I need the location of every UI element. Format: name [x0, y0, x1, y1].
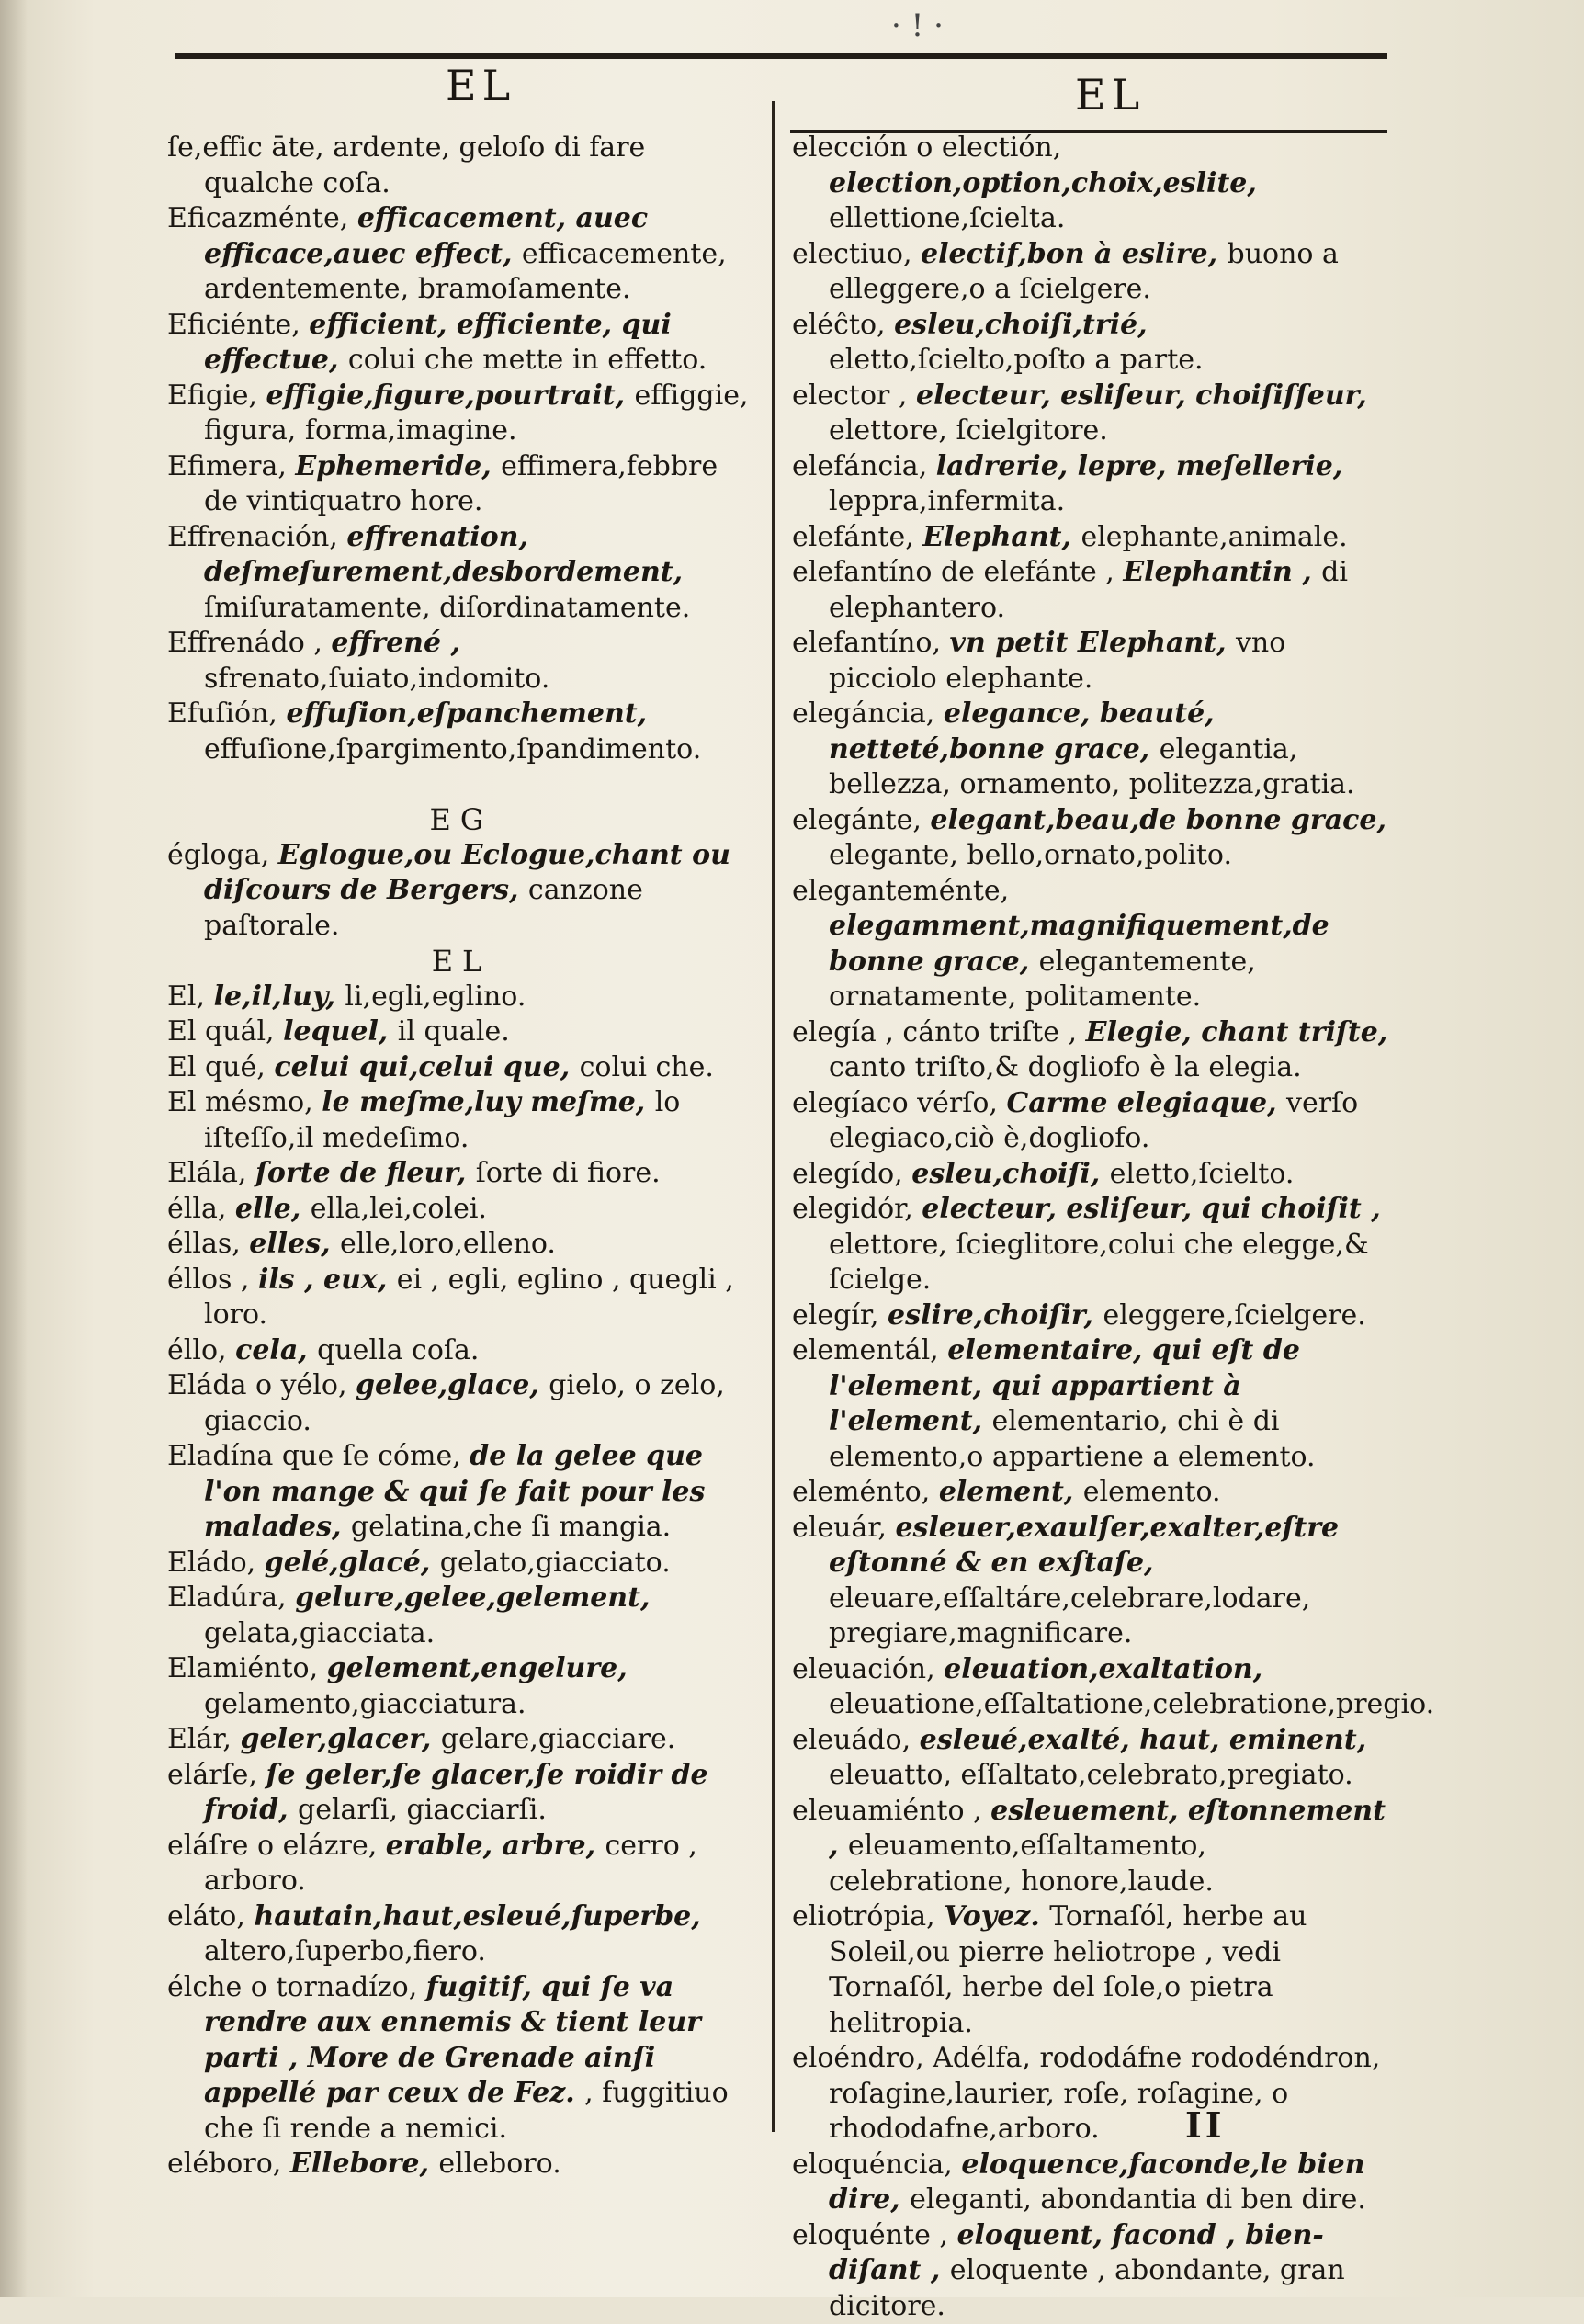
dictionary-entry: [167, 1333, 755, 1369]
entry-headword: elección o electión,: [792, 131, 1061, 164]
dictionary-entry: [167, 2147, 755, 2182]
dictionary-entry: [167, 1439, 755, 1546]
dictionary-entry: [792, 130, 1389, 237]
entry-italian: canzone paſtorale.: [204, 874, 643, 942]
running-head-left: EL: [446, 61, 515, 110]
entry-italian: buono a elleggere,o a ſcielgere.: [829, 238, 1339, 306]
dictionary-entry: [167, 1192, 755, 1228]
entry-headword: eleuádo,: [792, 1724, 920, 1756]
entry-headword: eloquéncia,: [792, 2148, 961, 2181]
dictionary-entry: [167, 1758, 755, 1829]
entry-italian: elephante,animale.: [1081, 521, 1347, 553]
entry-italian: , fuggitiuo che ſi rende a nemici.: [204, 2077, 729, 2145]
entry-italian: altero,ſuperbo,fiero.: [204, 1935, 486, 1967]
dictionary-entry: [167, 697, 755, 767]
entry-italian: vno picciolo elephante.: [829, 627, 1285, 695]
entry-headword: Efuſión,: [167, 697, 286, 730]
entry-french: lequel,: [283, 1015, 398, 1048]
entry-italian: gelatina,che ſi mangia.: [351, 1511, 671, 1543]
dictionary-entry: [167, 1156, 755, 1192]
dictionary-entry: [792, 1333, 1389, 1475]
entry-headword: elárſe,: [167, 1759, 266, 1791]
entry-french: le,il,luy,: [214, 981, 345, 1013]
entry-headword: Elamiénto,: [167, 1652, 327, 1684]
dictionary-entry: [792, 2041, 1389, 2148]
entry-french: eslire,choiſir,: [888, 1299, 1103, 1332]
dictionary-entry: [167, 1546, 755, 1581]
right-column: [792, 130, 1389, 2324]
entry-italian: gielo, o zelo, giaccio.: [204, 1369, 725, 1437]
entry-headword: eléĉto,: [792, 309, 894, 341]
entry-headword: Effrenación,: [167, 521, 346, 553]
entry-italian: eletto,ſcielto,poſto a parte.: [829, 344, 1204, 376]
entry-italian: elle,loro,elleno.: [340, 1228, 556, 1260]
entry-french: elles,: [249, 1228, 340, 1260]
entry-french: Elegie, chant triſte,: [1086, 1016, 1388, 1049]
entry-headword: élche o tornadízo,: [167, 1971, 426, 2003]
entry-italian: ſorte di fiore.: [476, 1157, 661, 1189]
entry-french: celui qui,celui que,: [274, 1051, 579, 1083]
entry-italian: eloquente , abondante, gran dicitore.: [829, 2254, 1345, 2322]
entry-french: Carme elegiaque,: [1006, 1087, 1286, 1119]
dictionary-entry: [167, 130, 755, 201]
entry-french: electif,bon à eslire,: [921, 238, 1227, 270]
entry-italian: eleggere,ſcielgere.: [1103, 1299, 1365, 1332]
entry-french: esleué,exalté, haut, eminent,: [920, 1724, 1367, 1756]
entry-french: eleuation,exaltation,: [944, 1653, 1262, 1685]
entry-headword: eliotrópia,: [792, 1900, 944, 1933]
entry-headword: eleganteménte,: [792, 875, 1009, 907]
section-spacer: [167, 767, 755, 802]
dictionary-entry: [792, 1157, 1389, 1193]
dictionary-entry: [167, 520, 755, 627]
entry-french: hautain,haut,esleué,ſuperbe,: [254, 1900, 700, 1933]
entry-headword: El,: [167, 981, 214, 1013]
entry-headword: eloquénte ,: [792, 2219, 956, 2251]
entry-headword: eleménto,: [792, 1476, 939, 1508]
entry-french: ladrerie, lepre, meſellerie,: [936, 450, 1343, 482]
entry-headword: elefánte,: [792, 521, 922, 553]
entry-french: Elephantin ,: [1123, 556, 1321, 588]
entry-french: Eglogue,ou Eclogue,chant ou diſcours de Bergers,: [204, 839, 730, 907]
dictionary-entry: [792, 1475, 1389, 1511]
running-head-right: EL: [1075, 70, 1145, 119]
entry-italian: cerro , arboro.: [204, 1830, 697, 1898]
entry-headword: elegír,: [792, 1299, 888, 1332]
entry-headword: El mésmo,: [167, 1086, 322, 1118]
entry-french: efficient, efficiente, qui effectue,: [204, 309, 672, 377]
entry-french: eloquent, facond , bien-diſant ,: [829, 2219, 1324, 2287]
entry-french: electeur, esliſeur, choiſiſſeur,: [916, 380, 1367, 412]
entry-french: gelement,engelure,: [327, 1652, 628, 1684]
dictionary-entry: [167, 1263, 755, 1333]
entry-italian: di elephantero.: [829, 556, 1348, 624]
entry-french: eloquence,faconde,le bien dire,: [829, 2148, 1365, 2216]
section-heading: EG: [167, 802, 755, 838]
entry-french: gelé,glacé,: [265, 1547, 440, 1579]
entry-italian: sfrenato,ſuiato,indomito.: [204, 663, 549, 695]
entry-italian: leppra,infermita.: [829, 485, 1065, 517]
entry-headword: eláſre o elázre,: [167, 1830, 386, 1862]
dictionary-entry: [167, 1829, 755, 1899]
entry-french: elegant,beau,de bonne grace,: [930, 804, 1386, 836]
dictionary-entry: [792, 1794, 1389, 1900]
entry-french: elegance, beauté, netteté,bonne grace,: [829, 697, 1215, 765]
entry-headword: Eficiénte,: [167, 309, 309, 341]
entry-italian: ei , egli, eglino , quegli , loro.: [204, 1264, 734, 1332]
catchword: II: [1185, 2104, 1226, 2146]
entry-italian: effiggie, figura, forma,imagine.: [204, 380, 749, 448]
dictionary-entry: [167, 1651, 755, 1722]
dictionary-entry: [167, 838, 755, 945]
entry-french: ils , eux,: [258, 1264, 397, 1296]
entry-headword: elegidór,: [792, 1193, 922, 1225]
entry-italian: efficacemente, ardentemente, bramoſamente.: [204, 238, 727, 306]
entry-headword: elegáncia,: [792, 697, 944, 730]
entry-italian: colui che.: [580, 1051, 714, 1083]
entry-headword: elegíaco vérſo,: [792, 1087, 1006, 1119]
entry-french: Voyez.: [944, 1900, 1049, 1933]
entry-headword: Eladúra,: [167, 1581, 295, 1614]
entry-italian: il quale.: [398, 1015, 510, 1048]
entry-italian: eleuatto, eſſaltato,celebrato,pregiato.: [829, 1759, 1353, 1791]
dictionary-entry: [792, 1086, 1389, 1157]
left-column: [167, 130, 755, 2182]
entry-headword: eláto,: [167, 1900, 254, 1933]
entry-headword: El quál,: [167, 1015, 283, 1048]
dictionary-entry: [167, 1368, 755, 1439]
entry-headword: Eficazménte,: [167, 202, 357, 234]
entry-italian: ellettione,ſcielta.: [829, 202, 1065, 234]
dictionary-entry: [167, 1581, 755, 1651]
entry-italian: elettore, ſcieglitore,colui che elegge,& ſcielge.: [829, 1229, 1369, 1297]
dictionary-entry: [792, 697, 1389, 803]
entry-italian: quella coſa.: [317, 1334, 479, 1366]
entry-italian: colui che mette in effetto.: [348, 344, 707, 376]
entry-headword: elementál,: [792, 1334, 947, 1366]
entry-italian: effimera,febbre de vintiquatro hore.: [204, 450, 718, 518]
entry-french: Elephant,: [922, 521, 1081, 553]
entry-headword: Elála,: [167, 1157, 255, 1189]
dictionary-entry: [792, 1723, 1389, 1794]
entry-headword: eléboro,: [167, 2148, 290, 2180]
entry-headword: Efimera,: [167, 450, 295, 482]
dictionary-entry: [792, 555, 1389, 626]
dictionary-entry: [167, 1899, 755, 1970]
entry-headword: El qué,: [167, 1051, 274, 1083]
dictionary-entry: [792, 449, 1389, 520]
entry-headword: éllas,: [167, 1228, 249, 1260]
entry-french: election,option,choix,eslite,: [829, 167, 1257, 199]
dictionary-entry: [167, 308, 755, 379]
entry-french: fugitif, qui ſe va rendre aux ennemis & tient leur parti , More de Grenade ainſi appellé par ceux de Fez.: [204, 1971, 701, 2110]
entry-french: esleuer,exaulſer,exalter,eſtre eſtonné & en exſtaſe,: [829, 1512, 1339, 1580]
entry-italian: elettore, ſcielgitore.: [829, 414, 1108, 447]
entry-italian: Adélfa, rododáfne rododéndron, roſagine,laurier, roſe, roſagine, o rhododafne,arboro.: [829, 2042, 1380, 2145]
entry-italian: canto triſto,& dogliofo è la elegia.: [829, 1051, 1302, 1083]
entry-italian: gelarſi, giacciarſi.: [298, 1794, 547, 1826]
dictionary-entry: [792, 520, 1389, 556]
entry-italian: effuſione,ſpargimento,ſpandimento.: [204, 733, 701, 765]
entry-french: ſe geler,ſe glacer,ſe roidir de froid,: [204, 1759, 708, 1827]
entry-french: vn petit Elephant,: [950, 627, 1236, 659]
signature-mark: · ! ·: [891, 7, 944, 44]
entry-headword: égloga,: [167, 839, 278, 871]
entry-italian: eleganti, abondantia di ben dire.: [910, 2183, 1366, 2216]
dictionary-entry: [792, 1192, 1389, 1298]
entry-headword: elegía , cánto triſte ,: [792, 1016, 1086, 1049]
dictionary-entry: [792, 237, 1389, 308]
dictionary-entry: [167, 1722, 755, 1758]
entry-french: esleu,choiſi,trié,: [894, 309, 1148, 341]
page-left-edge-shadow: [0, 0, 28, 2297]
entry-french: ſorte de fleur,: [255, 1157, 476, 1189]
entry-french: elementaire, qui eſt de l'element, qui appartient à l'element,: [829, 1334, 1300, 1437]
entry-headword: Eláda o yélo,: [167, 1369, 356, 1401]
entry-french: Ellebore,: [290, 2148, 439, 2180]
entry-french: geler,glacer,: [241, 1723, 441, 1755]
entry-italian: gelata,giacciata.: [204, 1617, 435, 1649]
dictionary-entry: [792, 1298, 1389, 1334]
entry-headword: Efigie,: [167, 380, 266, 412]
entry-italian: eleuatione,eſſaltatione,celebratione,pregio.: [829, 1688, 1434, 1720]
dictionary-entry: [167, 1085, 755, 1156]
entry-headword: eleuamiénto ,: [792, 1795, 990, 1827]
entry-french: gelee,glace,: [356, 1369, 549, 1401]
entry-italian: gelato,giacciato.: [440, 1547, 671, 1579]
entry-italian: verſo elegiaco,ciò è,dogliofo.: [829, 1087, 1358, 1155]
entry-italian: gelare,giacciare.: [441, 1723, 675, 1755]
entry-italian: Tornaſól, herbe au Soleil,ou pierre heliotrope , vedi Tornaſól, herbe del ſole,o pietra helitropia.: [829, 1900, 1307, 2039]
entry-french: effigie,figure,pourtrait,: [266, 380, 635, 412]
dictionary-entry: [167, 626, 755, 697]
entry-french: esleu,choiſi,: [911, 1158, 1109, 1190]
entry-headword: elector ,: [792, 380, 916, 412]
dictionary-entry: [167, 201, 755, 308]
entry-italian: li,egli,eglino.: [345, 981, 526, 1013]
entry-headword: Eladína que ſe cóme,: [167, 1440, 470, 1472]
entry-italian: ſmiſuratamente, diſordinatamente.: [204, 592, 690, 624]
entry-french: Ephemeride,: [295, 450, 501, 482]
entry-french: effuſion,eſpanchement,: [286, 697, 647, 730]
dictionary-entry: [792, 626, 1389, 697]
dictionary-entry: [792, 874, 1389, 1015]
entry-italian: elemento.: [1083, 1476, 1221, 1508]
dictionary-entry: [792, 379, 1389, 449]
entry-french: element,: [939, 1476, 1083, 1508]
entry-french: cela,: [235, 1334, 317, 1366]
entry-italian: ella,lei,colei.: [311, 1193, 487, 1225]
entry-headword: elefáncia,: [792, 450, 936, 482]
dictionary-entry: [167, 1227, 755, 1263]
dictionary-entry: [167, 1050, 755, 1086]
entry-italian: elementario, chi è di elemento,o appartiene a elemento.: [829, 1405, 1316, 1473]
dictionary-entry: [792, 1899, 1389, 2041]
dictionary-entry: [792, 1511, 1389, 1652]
entry-italian: elegantia, bellezza, ornamento, politezza,gratia.: [829, 733, 1355, 801]
entry-headword: elefantíno de elefánte ,: [792, 556, 1123, 588]
entry-italian: eleuare,eſſaltáre,celebrare,lodare, pregiare,magnificare.: [829, 1582, 1310, 1650]
entry-french: elegamment,magnifiquement,de bonne grace,: [829, 910, 1329, 978]
entry-headword: elegído,: [792, 1158, 911, 1190]
entry-french: le meſme,luy meſme,: [322, 1086, 654, 1118]
entry-headword: éllos ,: [167, 1264, 258, 1296]
dictionary-entry: [167, 980, 755, 1015]
entry-italian: eleuamento,eſſaltamento, celebratione, honore,laude.: [829, 1830, 1214, 1898]
dictionary-entry: [167, 1970, 755, 2148]
entry-french: gelure,gelee,gelement,: [295, 1581, 650, 1614]
entry-headword: Effrenádo ,: [167, 627, 331, 659]
entry-french: effrené ,: [331, 627, 460, 659]
entry-headword: Elár,: [167, 1723, 241, 1755]
top-rule: [175, 53, 1387, 59]
entry-italian: lo iſteſſo,il medeſimo.: [204, 1086, 680, 1154]
entry-headword: éllo,: [167, 1334, 235, 1366]
entry-italian: elegante, bello,ornato,polito.: [829, 839, 1232, 871]
entry-french: electeur, esliſeur, qui choiſit ,: [922, 1193, 1380, 1225]
entry-french: elle,: [235, 1193, 311, 1225]
dictionary-entry: [792, 2148, 1389, 2218]
entry-headword: eloéndro,: [792, 2042, 933, 2074]
dictionary-entry: [167, 379, 755, 449]
entry-italian: ſe,effic āte, ardente, geloſo di fare qualche coſa.: [167, 131, 645, 199]
entry-headword: eleuación,: [792, 1653, 944, 1685]
dictionary-entry: [167, 449, 755, 520]
entry-french: de la gelee que l'on mange & qui ſe fait pour les malades,: [204, 1440, 705, 1543]
entry-headword: electiuo,: [792, 238, 921, 270]
dictionary-entry: [792, 308, 1389, 379]
section-heading: EL: [167, 944, 755, 980]
entry-french: erable, arbre,: [386, 1830, 605, 1862]
entry-french: esleuement, eſtonnement ,: [829, 1795, 1386, 1863]
entry-headword: Eládo,: [167, 1547, 265, 1579]
dictionary-entry: [792, 1015, 1389, 1086]
entry-french: efficacement, auec efficace,auec effect,: [204, 202, 648, 270]
entry-headword: elegánte,: [792, 804, 930, 836]
column-divider: [772, 101, 775, 2132]
entry-italian: elleboro.: [438, 2148, 560, 2180]
dictionary-entry: [167, 1015, 755, 1050]
entry-italian: gelamento,giacciatura.: [204, 1688, 526, 1720]
entry-french: effrenation, deſmeſurement,desbordement,: [204, 521, 683, 589]
dictionary-entry: [792, 2218, 1389, 2324]
entry-headword: elefantíno,: [792, 627, 950, 659]
dictionary-entry: [792, 1652, 1389, 1723]
entry-italian: eletto,ſcielto.: [1110, 1158, 1295, 1190]
entry-headword: eleuár,: [792, 1512, 895, 1544]
entry-headword: élla,: [167, 1193, 235, 1225]
entry-italian: elegantemente, ornatamente, politamente.: [829, 946, 1256, 1014]
dictionary-entry: [792, 803, 1389, 874]
